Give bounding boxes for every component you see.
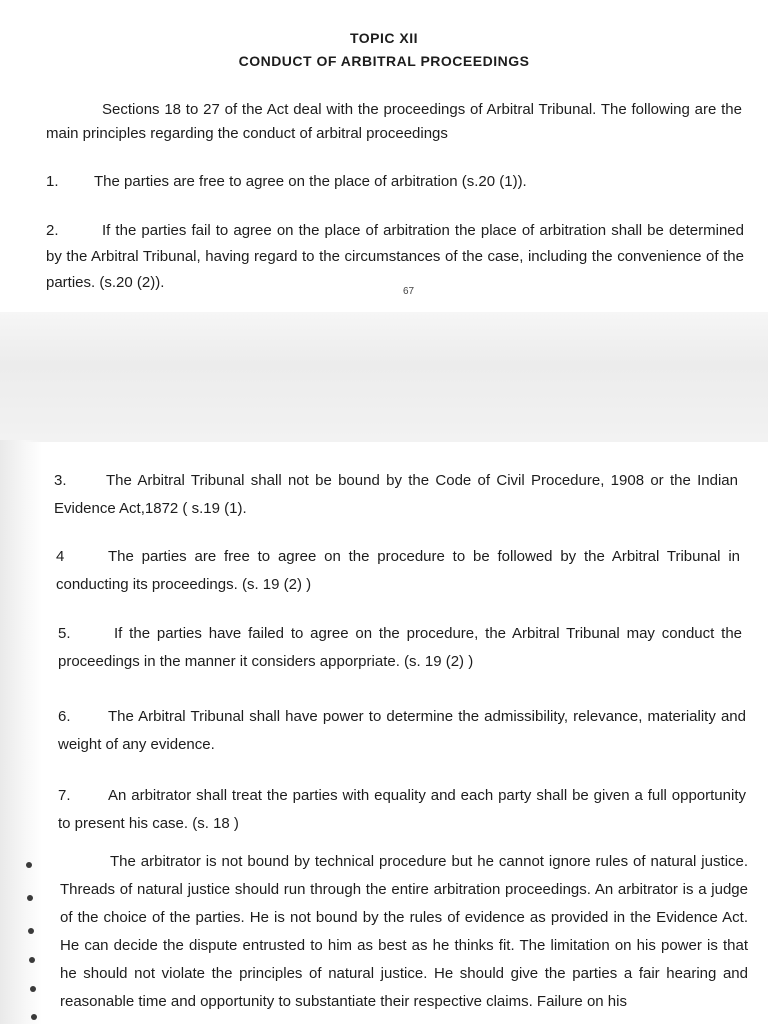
item-text: If the parties fail to agree on the place of arbitration the place of arbitration shall be determined by the Arbitral Tribunal, having regard to the circumstances of the case, including the convenience of the parties. (s.20 (2)). (46, 222, 744, 291)
item-number: 6. (58, 708, 71, 725)
item-text: The Arbitral Tribunal shall not be bound by the Code of Civil Procedure, 1908 or the Indian Evidence Act,1872 ( s.19 (1). (54, 472, 738, 517)
item-text: The Arbitral Tribunal shall have power to determine the admissibility, relevance, materiality and weight of any evidence. (58, 708, 746, 753)
binding-mark (29, 957, 35, 963)
list-item-7 (58, 782, 746, 838)
item-number: 3. (54, 472, 67, 489)
item-text: An arbitrator shall treat the parties with equality and each party shall be given a full opportunity to present his case. (s. 18 ) (58, 787, 746, 832)
page-number: 67 (403, 286, 415, 297)
item-number: 5. (58, 625, 71, 642)
item-number: 4 (56, 548, 65, 565)
topic-heading: TOPIC XII (349, 30, 419, 46)
list-item-6 (58, 703, 746, 759)
page-gap (0, 312, 768, 442)
intro-paragraph: Sections 18 to 27 of the Act deal with the proceedings of Arbitral Tribunal. The following are the main principles regarding the conduct of arbitral proceedings (46, 101, 742, 142)
binding-mark (28, 928, 34, 934)
binding-shadow (0, 440, 42, 1024)
item-number: 2. (46, 222, 59, 239)
list-item-5 (58, 620, 742, 676)
item-number: 1. (46, 173, 59, 190)
binding-mark (31, 1014, 37, 1020)
item-text: The parties are free to agree on the procedure to be followed by the Arbitral Tribunal in conducting its proceedings. (s. 19 (2) ) (56, 548, 740, 593)
binding-mark (30, 986, 36, 992)
binding-mark (27, 895, 33, 901)
list-item-1 (46, 170, 742, 194)
list-item-4 (56, 543, 740, 599)
item-number: 7. (58, 787, 71, 804)
list-item-3 (54, 467, 738, 523)
binding-mark (26, 862, 32, 868)
list-item-2 (46, 218, 744, 296)
document-title: CONDUCT OF ARBITRAL PROCEEDINGS (238, 53, 530, 69)
closing-paragraph: The arbitrator is not bound by technical procedure but he cannot ignore rules of natural justice. Threads of natural justice should run through the entire arbitration proceedings. An arbitrator is a judge of the choice of the parties. He is not bound by the rules of evidence as provided in the Evidence Act. He can decide the dispute entrusted to him as best as he thinks fit. The limitation on his power is that he should not violate the principles of natural justice. He should give the parties a fair hearing and reasonable time and opportunity to substantiate their respective claims. Failure on his (60, 853, 748, 1010)
item-text: If the parties have failed to agree on the procedure, the Arbitral Tribunal may conduct the proceedings in the manner it considers apporpriate. (s. 19 (2) ) (58, 625, 742, 670)
item-text: The parties are free to agree on the place of arbitration (s.20 (1)). (94, 173, 527, 190)
